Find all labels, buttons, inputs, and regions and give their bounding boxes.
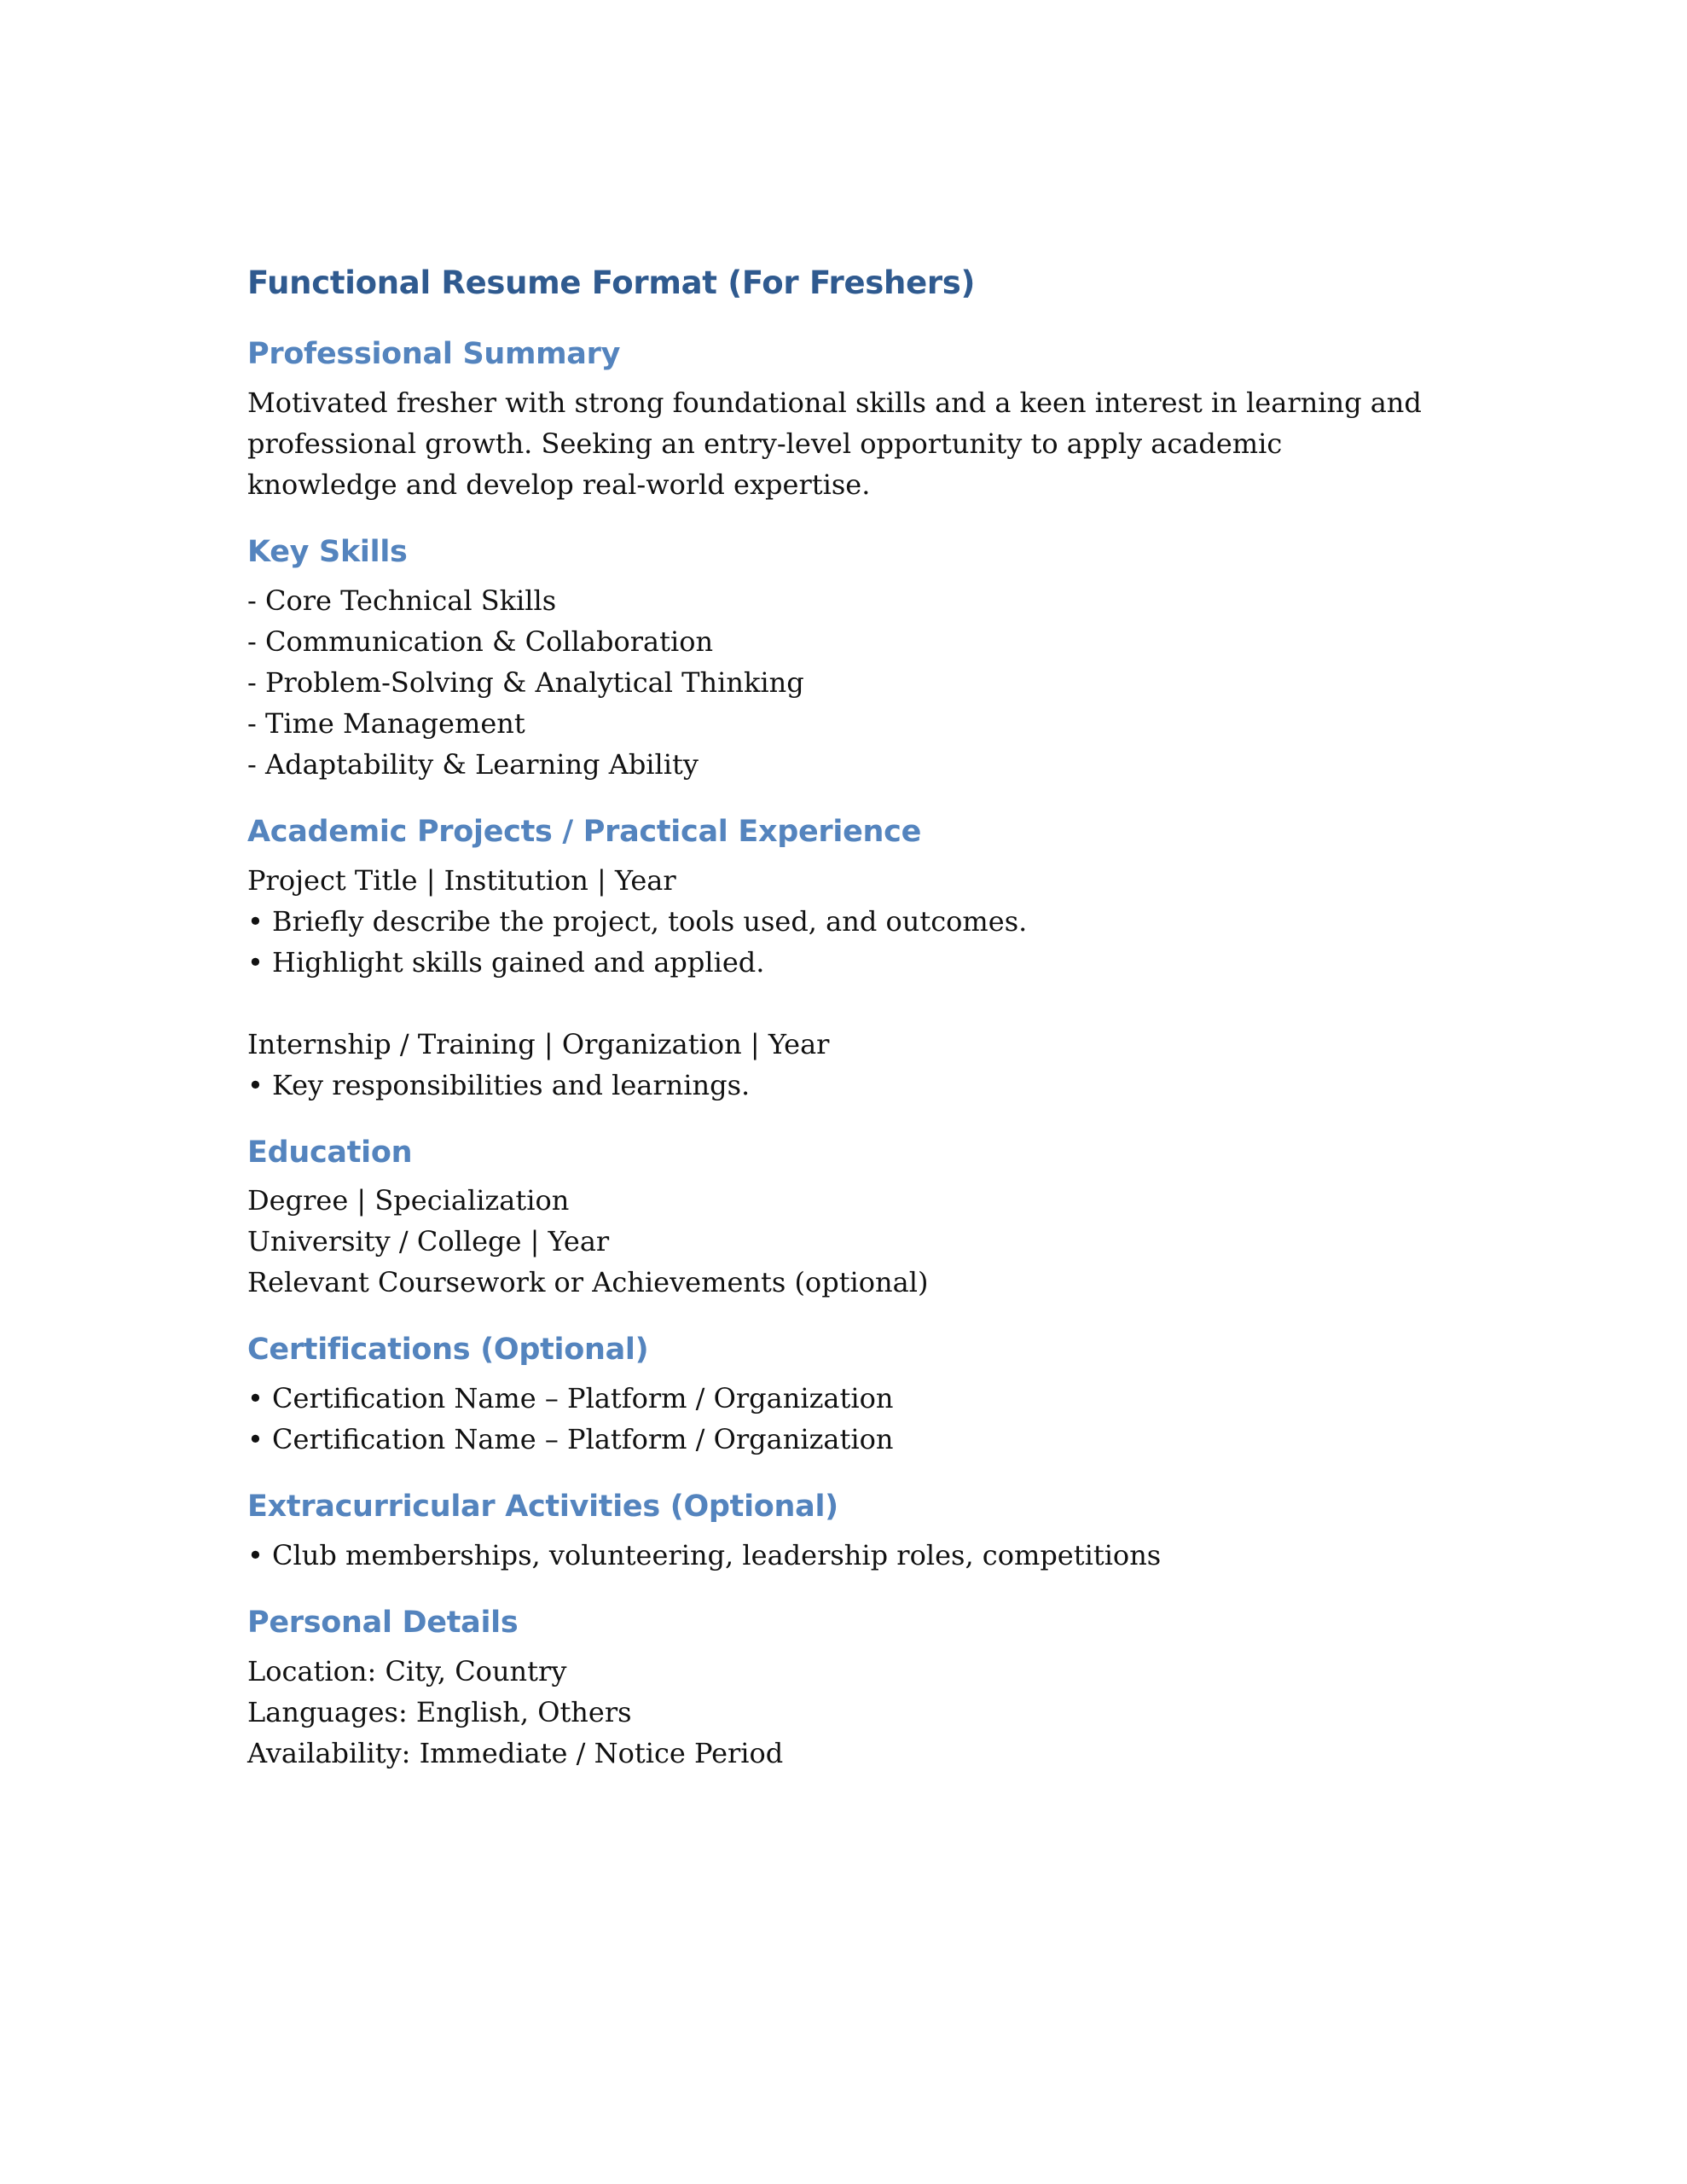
document-title: Functional Resume Format (For Freshers) (247, 264, 976, 301)
section-heading-extracurricular: Extracurricular Activities (Optional) (247, 1490, 838, 1525)
extracurricular-item: • Club memberships, volunteering, leadership roles, competitions (247, 1538, 1162, 1571)
skill-item: - Problem-Solving & Analytical Thinking (247, 665, 804, 699)
certification-item: • Certification Name – Platform / Organization (247, 1382, 894, 1415)
section-academic-projects (247, 814, 1458, 1106)
project-header: Project Title | Institution | Year (247, 863, 676, 897)
project-bullet: • Briefly describe the project, tools used, and outcomes. (247, 904, 1028, 938)
section-extracurricular (247, 1489, 1458, 1576)
skill-item: - Communication & Collaboration (247, 624, 714, 658)
section-heading-professional-summary: Professional Summary (247, 337, 621, 372)
blank-line (247, 983, 1458, 1024)
section-heading-certifications: Certifications (Optional) (247, 1333, 649, 1368)
project-bullet: • Highlight skills gained and applied. (247, 945, 765, 979)
education-line: Degree | Specialization (247, 1184, 570, 1217)
section-heading-education: Education (247, 1135, 413, 1170)
education-line: University / College | Year (247, 1225, 610, 1258)
section-certifications (247, 1332, 1458, 1460)
skill-item: - Core Technical Skills (247, 584, 557, 617)
internship-bullet: • Key responsibilities and learnings. (247, 1068, 751, 1101)
section-key-skills (247, 534, 1458, 785)
section-education (247, 1135, 1458, 1304)
document-content (247, 264, 1458, 1803)
section-professional-summary (247, 336, 1458, 505)
section-personal-details (247, 1605, 1458, 1774)
certification-item: • Certification Name – Platform / Organization (247, 1423, 894, 1456)
summary-text: Motivated fresher with strong foundational skills and a keen interest in learning and professional growth. Seeking an entry-level opportunity to apply academic knowledge and develop real-world expertise. (247, 386, 1422, 502)
personal-detail-line: Languages: English, Others (247, 1695, 632, 1728)
internship-header: Internship / Training | Organization | Year (247, 1027, 830, 1060)
personal-detail-line: Location: City, Country (247, 1654, 567, 1687)
personal-detail-line: Availability: Immediate / Notice Period (247, 1736, 784, 1769)
section-heading-personal-details: Personal Details (247, 1605, 519, 1640)
section-heading-academic-projects: Academic Projects / Practical Experience (247, 814, 922, 849)
education-line: Relevant Coursework or Achievements (optional) (247, 1266, 929, 1299)
skill-item: - Adaptability & Learning Ability (247, 747, 699, 781)
skill-item: - Time Management (247, 706, 525, 740)
section-heading-key-skills: Key Skills (247, 535, 408, 570)
